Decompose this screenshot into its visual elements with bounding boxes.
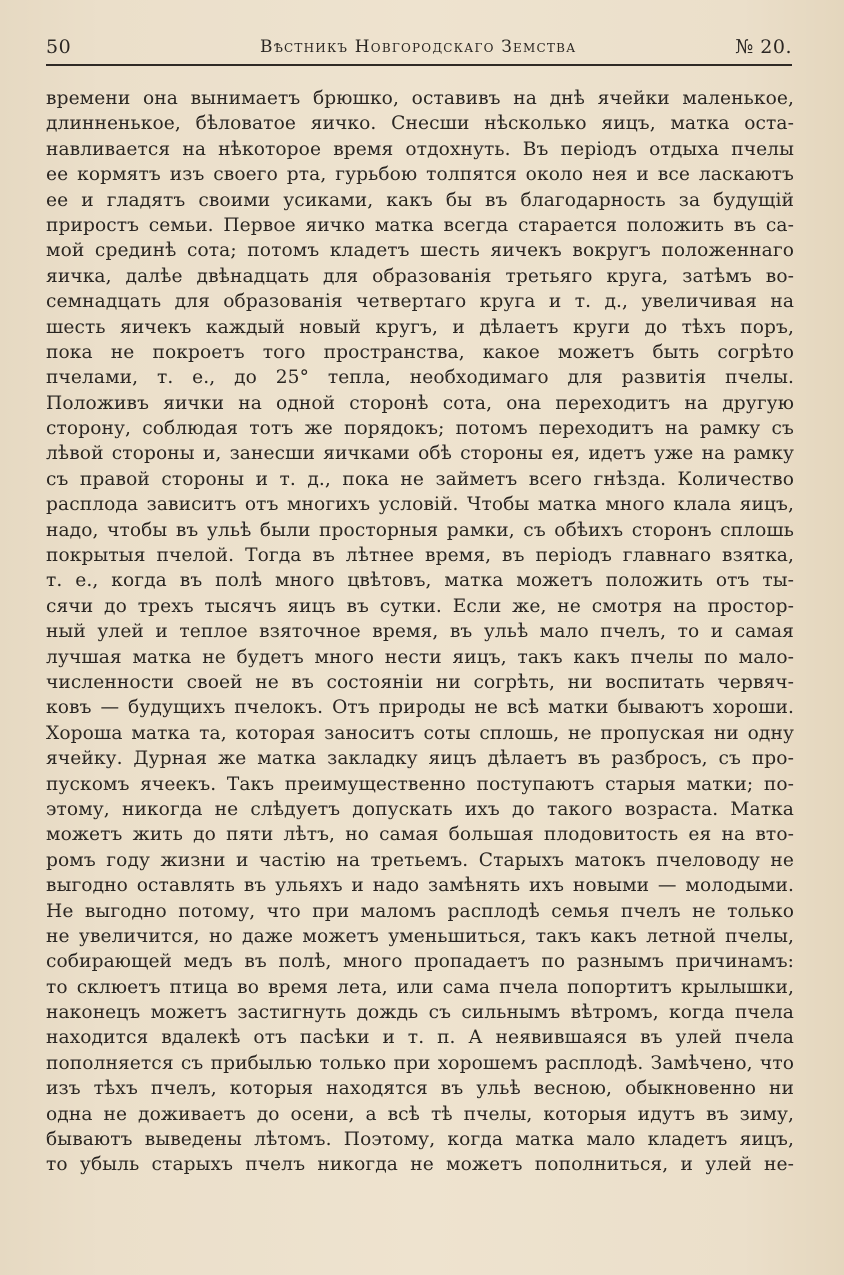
page-number: 50 (46, 36, 72, 58)
text-line: съ правой стороны и т. д., пока не займетъ всего гнѣзда. Количество (46, 468, 794, 490)
text-line: не увеличится, но даже можетъ уменьшиться, такъ какъ летной пчелы, (46, 925, 794, 947)
text-line: пчелами, т. е., до 25° тепла, необходимаго для развитія пчелы. (46, 367, 794, 389)
text-line: Хороша матка та, которая заноситъ соты сплошь, не пропуская ни одну (46, 722, 794, 744)
text-line: шесть яичекъ каждый новый кругъ, и дѣлаетъ круги до тѣхъ поръ, (46, 316, 794, 338)
text-line: численности своей не въ состояніи ни согрѣть, ни воспитать червяч- (46, 671, 794, 693)
body-text (46, 86, 794, 1178)
text-line: лѣвой стороны и, занесши яичками обѣ стороны ея, идетъ уже на рамку (46, 443, 794, 465)
text-line: сторону, соблюдая тотъ же порядокъ; потомъ переходитъ на рамку съ (46, 418, 794, 440)
text-line: мой срединѣ сота; потомъ кладетъ шесть яичекъ вокругъ положеннаго (46, 240, 794, 262)
text-line: времени она вынимаетъ брюшко, оставивъ на днѣ ячейки маленькое, (46, 88, 794, 109)
text-line: одна не доживаетъ до осени, а всѣ тѣ пчелы, которыя идутъ въ зиму, (46, 1103, 794, 1125)
text-line: можетъ жить до пяти лѣтъ, но самая большая плодовитость ея на вто- (46, 824, 794, 846)
text-line: Не выгодно потому, что при маломъ расплодѣ семья пчелъ не только (46, 900, 794, 922)
text-line: ячейку. Дурная же матка закладку яицъ дѣлаетъ въ разбросъ, съ про- (46, 748, 794, 770)
text-line: семнадцать для образованія четвертаго круга и т. д., увеличивая на (46, 291, 794, 313)
text-line: собирающей медъ въ полѣ, много пропадаетъ по разнымъ причинамъ: (46, 951, 794, 973)
text-line: ромъ году жизни и частію на третьемъ. Старыхъ матокъ пчеловоду не (46, 849, 794, 871)
page-header (46, 36, 792, 64)
text-line: надо, чтобы въ ульѣ были просторныя рамки, съ обѣихъ сторонъ сплошь (46, 519, 794, 541)
issue-number: № 20. (735, 36, 792, 58)
text-line: ковъ — будущихъ пчелокъ. Отъ природы не всѣ матки бываютъ хороши. (46, 697, 794, 719)
text-line: длинненькое, бѣловатое яичко. Снесши нѣсколько яицъ, матка оста- (46, 113, 794, 135)
header-rule (46, 64, 792, 66)
running-title: Вѣстникъ Новгородскаго Земства (260, 37, 577, 57)
text-line: то склюетъ птица во время лета, или сама пчела попортитъ крылышки, (46, 976, 794, 998)
text-line: ее и гладятъ своими усиками, какъ бы въ благодарность за будущій (46, 189, 794, 211)
text-line: этому, никогда не слѣдуетъ допускать ихъ до такого возраста. Матка (46, 798, 794, 820)
text-line: пока не покроетъ того пространства, какое можетъ быть согрѣто (46, 341, 794, 363)
text-line: бываютъ выведены лѣтомъ. Поэтому, когда матка мало кладетъ яицъ, (46, 1129, 794, 1151)
text-line: пускомъ ячеекъ. Такъ преимущественно поступаютъ старыя матки; по- (46, 773, 794, 795)
text-line: сячи до трехъ тысячъ яицъ въ сутки. Если же, не смотря на простор- (46, 595, 794, 617)
text-line: ный улей и теплое взяточное время, въ ульѣ мало пчелъ, то и самая (46, 621, 794, 643)
text-line: расплода зависитъ отъ многихъ условій. Чтобы матка много клала яицъ, (46, 494, 794, 516)
text-line: яичка, далѣе двѣнадцать для образованія третьяго круга, затѣмъ во- (46, 265, 794, 287)
text-line: приростъ семьи. Первое яичко матка всегда старается положить въ са- (46, 214, 794, 236)
text-line: т. е., когда въ полѣ много цвѣтовъ, матка можетъ положить отъ ты- (46, 570, 794, 592)
text-line: Положивъ яички на одной сторонѣ сота, она переходитъ на другую (46, 392, 794, 414)
text-line: ее кормятъ изъ своего рта, гурьбою толпятся около нея и все ласкаютъ (46, 164, 794, 186)
text-line: пополняется съ прибылью только при хорошемъ расплодѣ. Замѣчено, что (46, 1052, 794, 1074)
text-line: выгодно оставлять въ ульяхъ и надо замѣнять ихъ новыми — молодыми. (46, 875, 794, 897)
text-line: изъ тѣхъ пчелъ, которыя находятся въ ульѣ весною, обыкновенно ни (46, 1078, 794, 1100)
text-line: наконецъ можетъ застигнуть дождь съ сильнымъ вѣтромъ, когда пчела (46, 1002, 794, 1024)
text-line: навливается на нѣкоторое время отдохнуть. Въ періодъ отдыха пчелы (46, 138, 794, 160)
text-line: то убыль старыхъ пчелъ никогда не можетъ пополниться, и улей не- (46, 1154, 794, 1176)
text-line: покрытыя пчелой. Тогда въ лѣтнее время, въ періодъ главнаго взятка, (46, 545, 794, 567)
text-line: лучшая матка не будетъ много нести яицъ, такъ какъ пчелы по мало- (46, 646, 794, 668)
text-line: находится вдалекѣ отъ пасѣки и т. п. А неявившаяся въ улей пчела (46, 1027, 794, 1049)
